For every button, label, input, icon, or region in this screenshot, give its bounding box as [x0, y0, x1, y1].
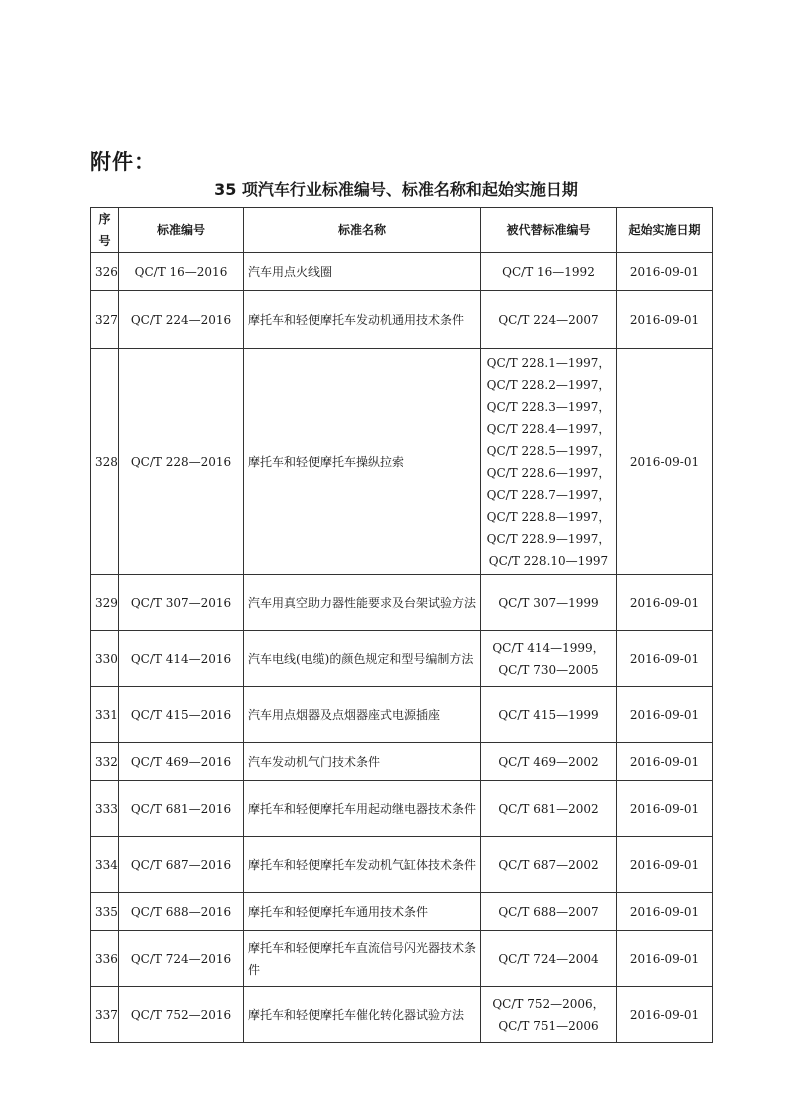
- replaced-standards: [481, 631, 617, 687]
- table-row: [91, 893, 713, 931]
- standard-number: QC/T 415—2016: [119, 687, 244, 743]
- replaced-standard-number: QC/T 307—1999: [498, 595, 599, 610]
- replaced-standard-number: QC/T 228.9—1997，: [486, 531, 611, 546]
- replaced-standard-number: QC/T 228.8—1997，: [486, 509, 611, 524]
- start-date: 2016-09-01: [617, 631, 713, 687]
- column-header: 被代替标准编号: [481, 208, 617, 253]
- table-row: [91, 931, 713, 987]
- standard-number: QC/T 724—2016: [119, 931, 244, 987]
- start-date: 2016-09-01: [617, 893, 713, 931]
- table-row: [91, 743, 713, 781]
- replaced-standards: [481, 575, 617, 631]
- row-seq: 334: [91, 837, 119, 893]
- standard-name: 汽车用点烟器及点烟器座式电源插座: [244, 687, 481, 743]
- table-row: [91, 575, 713, 631]
- standard-name: 摩托车和轻便摩托车用起动继电器技术条件: [244, 781, 481, 837]
- table-body: [91, 253, 713, 1043]
- replaced-standard-number: QC/T 724—2004: [498, 951, 599, 966]
- replaced-standards: [481, 743, 617, 781]
- standard-number: QC/T 469—2016: [119, 743, 244, 781]
- start-date: 2016-09-01: [617, 687, 713, 743]
- document-title: 35 项汽车行业标准编号、标准名称和起始实施日期: [214, 180, 578, 199]
- standard-name: 汽车发动机气门技术条件: [244, 743, 481, 781]
- standard-name: 汽车用真空助力器性能要求及台架试验方法: [244, 575, 481, 631]
- start-date: 2016-09-01: [617, 349, 713, 575]
- row-seq: 331: [91, 687, 119, 743]
- standard-name: 摩托车和轻便摩托车发动机通用技术条件: [244, 291, 481, 349]
- column-header: 标准名称: [244, 208, 481, 253]
- row-seq: 329: [91, 575, 119, 631]
- table-header-row: [91, 208, 713, 253]
- replaced-standard-number: QC/T 228.3—1997，: [486, 399, 611, 414]
- replaced-standards: [481, 253, 617, 291]
- standards-table: [90, 207, 713, 1043]
- row-seq: 333: [91, 781, 119, 837]
- table-row: [91, 837, 713, 893]
- table-row: [91, 253, 713, 291]
- replaced-standard-number: QC/T 16—1992: [502, 264, 595, 279]
- standard-number: QC/T 224—2016: [119, 291, 244, 349]
- start-date: 2016-09-01: [617, 743, 713, 781]
- standard-name: 汽车用点火线圈: [244, 253, 481, 291]
- standard-number: QC/T 16—2016: [119, 253, 244, 291]
- replaced-standards: [481, 931, 617, 987]
- table-row: [91, 631, 713, 687]
- replaced-standard-number: QC/T 414—1999，: [492, 640, 605, 655]
- start-date: 2016-09-01: [617, 575, 713, 631]
- row-seq: 327: [91, 291, 119, 349]
- replaced-standards: [481, 987, 617, 1043]
- start-date: 2016-09-01: [617, 987, 713, 1043]
- table-row: [91, 687, 713, 743]
- replaced-standard-number: QC/T 228.5—1997，: [486, 443, 611, 458]
- replaced-standards: [481, 291, 617, 349]
- replaced-standard-number: QC/T 688—2007: [498, 904, 599, 919]
- replaced-standard-number: QC/T 228.7—1997，: [486, 487, 611, 502]
- replaced-standard-number: QC/T 224—2007: [498, 312, 599, 327]
- replaced-standard-number: QC/T 752—2006，: [492, 996, 605, 1011]
- start-date: 2016-09-01: [617, 291, 713, 349]
- attachment-heading: 附件：: [90, 150, 156, 174]
- standard-number: QC/T 687—2016: [119, 837, 244, 893]
- standard-number: QC/T 752—2016: [119, 987, 244, 1043]
- standard-number: QC/T 688—2016: [119, 893, 244, 931]
- replaced-standards: [481, 781, 617, 837]
- replaced-standard-number: QC/T 751—2006: [498, 1018, 599, 1033]
- replaced-standard-number: QC/T 228.10—1997: [488, 553, 609, 568]
- row-seq: 332: [91, 743, 119, 781]
- replaced-standard-number: QC/T 228.4—1997，: [486, 421, 611, 436]
- table-row: [91, 987, 713, 1043]
- replaced-standard-number: QC/T 687—2002: [498, 857, 599, 872]
- column-header: 起始实施日期: [617, 208, 713, 253]
- replaced-standards: [481, 687, 617, 743]
- replaced-standard-number: QC/T 228.6—1997，: [486, 465, 611, 480]
- standard-name: 摩托车和轻便摩托车催化转化器试验方法: [244, 987, 481, 1043]
- standard-name: 摩托车和轻便摩托车发动机气缸体技术条件: [244, 837, 481, 893]
- replaced-standards: [481, 893, 617, 931]
- replaced-standard-number: QC/T 415—1999: [498, 707, 599, 722]
- row-seq: 326: [91, 253, 119, 291]
- start-date: 2016-09-01: [617, 837, 713, 893]
- row-seq: 336: [91, 931, 119, 987]
- row-seq: 330: [91, 631, 119, 687]
- standard-name: 摩托车和轻便摩托车通用技术条件: [244, 893, 481, 931]
- row-seq: 335: [91, 893, 119, 931]
- table-row: [91, 781, 713, 837]
- start-date: 2016-09-01: [617, 931, 713, 987]
- replaced-standards: [481, 349, 617, 575]
- standard-number: QC/T 307—2016: [119, 575, 244, 631]
- start-date: 2016-09-01: [617, 253, 713, 291]
- standard-number: QC/T 681—2016: [119, 781, 244, 837]
- replaced-standard-number: QC/T 228.1—1997，: [486, 355, 611, 370]
- standard-number: QC/T 228—2016: [119, 349, 244, 575]
- column-header: 序号: [91, 208, 119, 253]
- standard-name: 汽车电线(电缆)的颜色规定和型号编制方法: [244, 631, 481, 687]
- row-seq: 337: [91, 987, 119, 1043]
- replaced-standard-number: QC/T 228.2—1997，: [486, 377, 611, 392]
- replaced-standards: [481, 837, 617, 893]
- column-header: 标准编号: [119, 208, 244, 253]
- replaced-standard-number: QC/T 469—2002: [498, 754, 599, 769]
- standard-name: 摩托车和轻便摩托车直流信号闪光器技术条件: [244, 931, 481, 987]
- replaced-standard-number: QC/T 681—2002: [498, 801, 599, 816]
- standard-number: QC/T 414—2016: [119, 631, 244, 687]
- replaced-standard-number: QC/T 730—2005: [498, 662, 599, 677]
- table-row: [91, 349, 713, 575]
- standard-name: 摩托车和轻便摩托车操纵拉索: [244, 349, 481, 575]
- table-row: [91, 291, 713, 349]
- row-seq: 328: [91, 349, 119, 575]
- start-date: 2016-09-01: [617, 781, 713, 837]
